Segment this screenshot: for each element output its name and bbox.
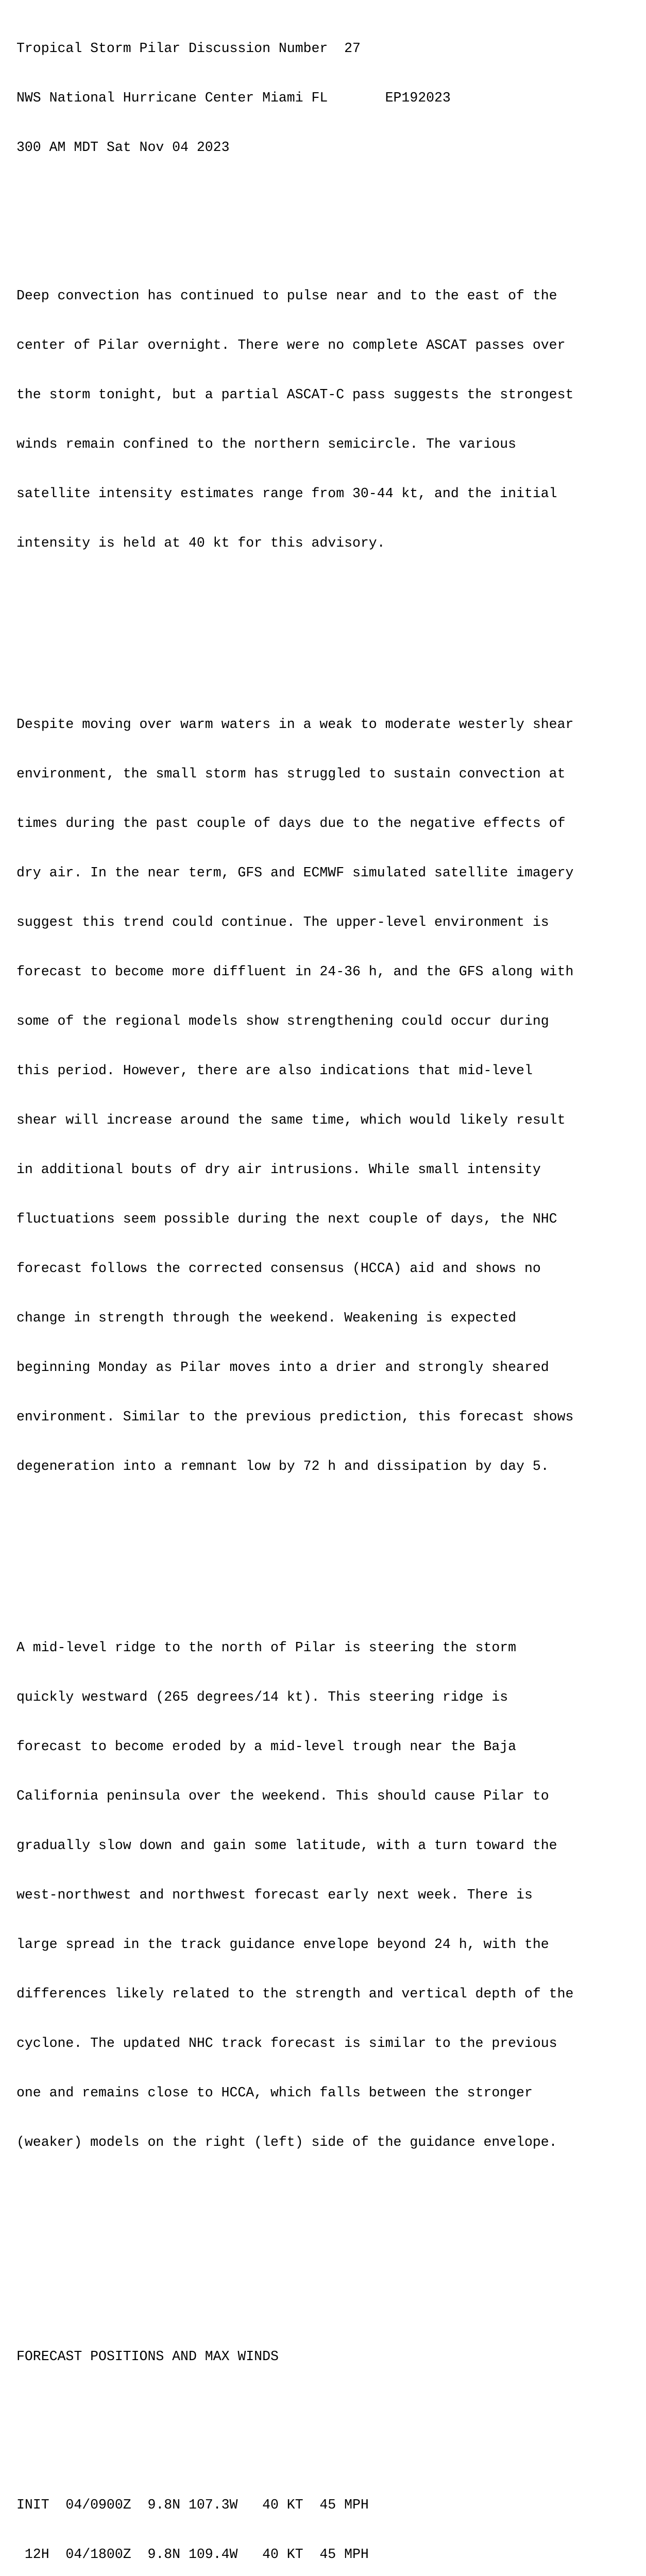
text-line: center of Pilar overnight. There were no complete ASCAT passes over	[16, 337, 566, 353]
paragraph-environment	[16, 683, 640, 1507]
text-line: forecast follows the corrected consensus (HCCA) aid and shows no	[16, 1261, 541, 1276]
text-line: forecast to become eroded by a mid-level trough near the Baja	[16, 1739, 517, 1754]
text-line: (weaker) models on the right (left) side of the guidance envelope.	[16, 2134, 557, 2150]
text-line: California peninsula over the weekend. This should cause Pilar to	[16, 1788, 549, 1804]
text-line: dry air. In the near term, GFS and ECMWF simulated satellite imagery	[16, 865, 574, 880]
spacer	[16, 2216, 640, 2249]
forecast-table	[16, 2464, 640, 2576]
spacer	[16, 617, 640, 634]
spacer	[16, 1540, 640, 1557]
spacer	[16, 2398, 640, 2414]
text-line: gradually slow down and gain some latitude, with a turn toward the	[16, 1838, 557, 1853]
text-line: winds remain confined to the northern semicircle. The various	[16, 436, 517, 452]
text-line: suggest this trend could continue. The upper-level environment is	[16, 914, 549, 930]
text-line: satellite intensity estimates range from 30-44 kt, and the initial	[16, 486, 557, 501]
text-line: beginning Monday as Pilar moves into a drier and strongly sheared	[16, 1360, 549, 1375]
text-line: cyclone. The updated NHC track forecast is similar to the previous	[16, 2036, 557, 2051]
issue-time: 300 AM MDT Sat Nov 04 2023	[16, 140, 230, 155]
text-line: this period. However, there are also indications that mid-level	[16, 1063, 533, 1078]
text-line: the storm tonight, but a partial ASCAT-C pass suggests the strongest	[16, 387, 574, 402]
forecast-row: INIT 04/0900Z 9.8N 107.3W 40 KT 45 MPH	[16, 2497, 369, 2513]
text-line: intensity is held at 40 kt for this advisory.	[16, 535, 385, 551]
forecast-row: 12H 04/1800Z 9.8N 109.4W 40 KT 45 MPH	[16, 2547, 369, 2562]
paragraph-track	[16, 1606, 640, 2183]
text-line: west-northwest and northwest forecast early next week. There is	[16, 1887, 533, 1903]
spacer	[16, 2282, 640, 2299]
paragraph-intensity	[16, 255, 640, 584]
text-line: one and remains close to HCCA, which falls between the stronger	[16, 2085, 533, 2100]
discussion-document	[16, 7, 640, 2576]
text-line: Despite moving over warm waters in a weak to moderate westerly shear	[16, 717, 574, 732]
issuing-office: NWS National Hurricane Center Miami FL EP192023	[16, 90, 451, 106]
text-line: large spread in the track guidance envelope beyond 24 h, with the	[16, 1937, 549, 1952]
text-line: differences likely related to the strength and vertical depth of the	[16, 1986, 574, 2002]
text-line: in additional bouts of dry air intrusions. While small intensity	[16, 1162, 541, 1177]
text-line: degeneration into a remnant low by 72 h and dissipation by day 5.	[16, 1459, 549, 1474]
text-line: environment. Similar to the previous prediction, this forecast shows	[16, 1409, 574, 1425]
text-line: some of the regional models show strengthening could occur during	[16, 1013, 549, 1029]
text-line: fluctuations seem possible during the next couple of days, the NHC	[16, 1211, 557, 1227]
text-line: A mid-level ridge to the north of Pilar is steering the storm	[16, 1640, 517, 1655]
spacer	[16, 189, 640, 205]
product-title: Tropical Storm Pilar Discussion Number 27	[16, 41, 361, 56]
text-line: environment, the small storm has struggled to sustain convection at	[16, 766, 566, 782]
text-line: forecast to become more diffluent in 24-36 h, and the GFS along with	[16, 964, 574, 979]
forecast-heading: FORECAST POSITIONS AND MAX WINDS	[16, 2349, 279, 2364]
text-line: shear will increase around the same time, which would likely result	[16, 1112, 566, 1128]
text-line: times during the past couple of days due to the negative effects of	[16, 816, 566, 831]
text-line: quickly westward (265 degrees/14 kt). This steering ridge is	[16, 1689, 508, 1705]
text-line: change in strength through the weekend. Weakening is expected	[16, 1310, 517, 1326]
text-line: Deep convection has continued to pulse near and to the east of the	[16, 288, 557, 303]
